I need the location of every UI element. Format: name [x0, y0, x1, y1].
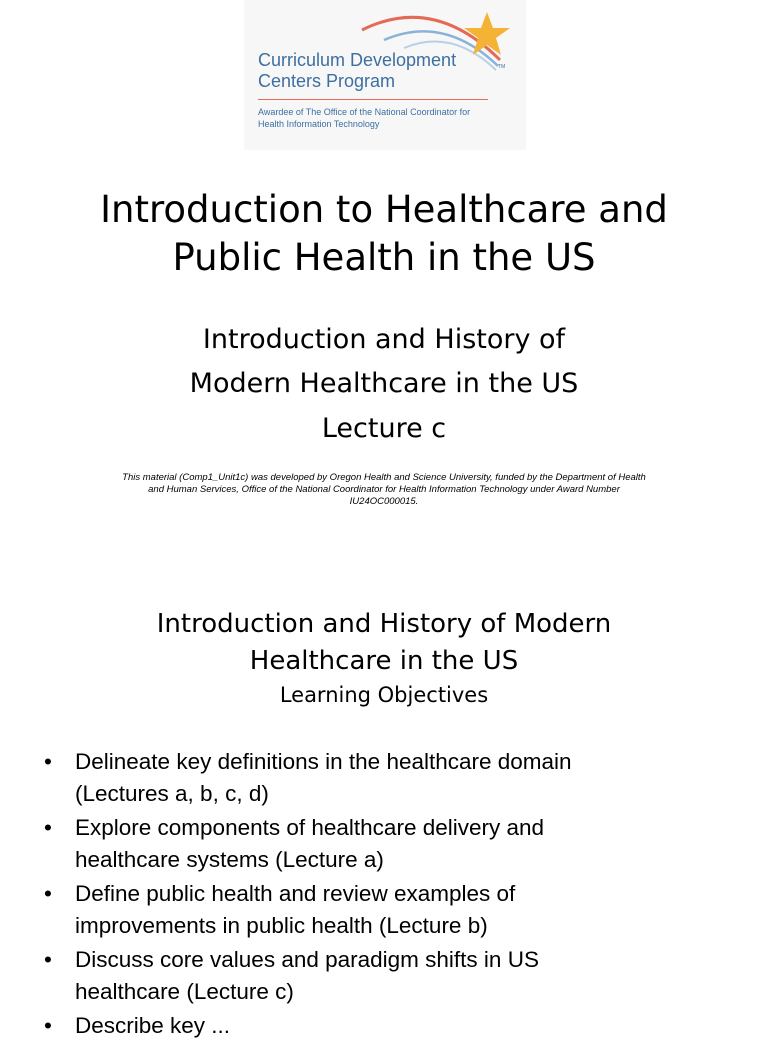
objective-line: Describe key ... — [75, 1013, 231, 1038]
bullet-icon: • — [44, 881, 52, 906]
objective-item — [0, 746, 768, 810]
objective-line: healthcare systems (Lecture a) — [75, 847, 384, 872]
course-title-line2: Public Health in the US — [172, 236, 596, 279]
logo-sub-line2: Health Information Technology — [258, 119, 380, 129]
logo-name-line2: Centers Program — [258, 71, 396, 91]
objective-line: Define public health and review examples of — [75, 881, 516, 906]
objective-item — [0, 812, 768, 876]
objective-line: improvements in public health (Lecture b) — [75, 913, 488, 938]
bullet-icon: • — [44, 1013, 52, 1038]
logo-awardee-text — [258, 106, 470, 130]
program-logo — [244, 0, 526, 150]
objective-item — [0, 1010, 768, 1042]
funding-credits — [84, 472, 684, 508]
unit-title-line1: Introduction and History of — [202, 324, 566, 355]
objective-line: Delineate key definitions in the healthcare domain — [75, 749, 572, 774]
course-title-line1: Introduction to Healthcare and — [100, 188, 668, 231]
logo-program-name — [258, 50, 456, 92]
objective-line: (Lectures a, b, c, d) — [75, 781, 269, 806]
objective-line: healthcare (Lecture c) — [75, 979, 294, 1004]
objectives-list — [0, 746, 768, 1044]
objectives-slide — [0, 560, 768, 1038]
slide-title — [0, 606, 768, 680]
logo-divider — [258, 99, 488, 100]
objective-item — [0, 878, 768, 942]
slide-title-line2: Healthcare in the US — [249, 646, 519, 676]
slide-title-line1: Introduction and History of Modern — [156, 609, 612, 639]
credits-line1: This material (Comp1_Unit1c) was developed by Oregon Health and Science University, funded by the Department of Health — [122, 472, 646, 483]
bullet-icon: • — [44, 815, 52, 840]
slide-subtitle: Learning Objectives — [279, 683, 489, 707]
course-title — [0, 186, 768, 282]
objective-line: Discuss core values and paradigm shifts in US — [75, 947, 539, 972]
logo-name-line1: Curriculum Development — [258, 50, 457, 70]
lecture-label: Lecture c — [321, 413, 447, 444]
objective-line: Explore components of healthcare delivery and — [75, 815, 545, 840]
trademark-mark: TM — [498, 64, 506, 70]
unit-title — [0, 318, 768, 406]
credits-line3: IU24OC000015. — [349, 496, 419, 507]
objective-item — [0, 944, 768, 1008]
bullet-icon: • — [44, 947, 52, 972]
unit-title-line2: Modern Healthcare in the US — [189, 368, 579, 399]
logo-sub-line1: Awardee of The Office of the National Coordinator for — [258, 107, 471, 117]
credits-line2: and Human Services, Office of the National Coordinator for Health Information Technology under Award Number — [148, 484, 620, 495]
bullet-icon: • — [44, 749, 52, 774]
